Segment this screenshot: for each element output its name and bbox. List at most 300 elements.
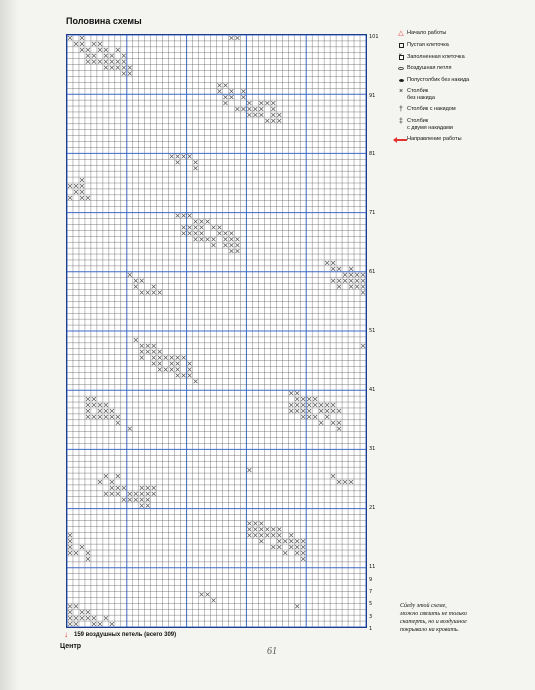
row-number: 81 — [369, 151, 376, 157]
filled-cell-mark — [343, 480, 347, 484]
filled-cell-mark — [223, 95, 227, 99]
filled-cell-mark — [146, 492, 150, 496]
start-triangle-icon: △ — [398, 30, 404, 37]
filled-cell-mark — [176, 373, 180, 377]
filled-cell-mark — [331, 279, 335, 283]
filled-cell-mark — [104, 403, 108, 407]
legend-label: Столбик с двумя накидами — [407, 118, 453, 131]
filled-cell-mark — [140, 291, 144, 295]
filled-cell-mark — [98, 42, 102, 46]
filled-cell-mark — [247, 101, 251, 105]
filled-cell-mark — [92, 415, 96, 419]
filled-cell-mark — [194, 160, 198, 164]
filled-cell-mark — [265, 119, 269, 123]
filled-cell-mark — [176, 214, 180, 218]
filled-cell-mark — [247, 533, 251, 537]
filled-cell-mark — [80, 545, 84, 549]
filled-cell-mark — [182, 214, 186, 218]
filled-cell-mark — [134, 498, 138, 502]
filled-cell-mark — [218, 225, 222, 229]
filled-cell-mark — [86, 616, 90, 620]
legend-item — [395, 42, 525, 49]
filled-cell-mark — [140, 492, 144, 496]
filled-cell-mark — [241, 89, 245, 93]
legend — [395, 30, 525, 148]
page-title: Половина схемы — [66, 16, 142, 26]
filled-cell-mark — [349, 480, 353, 484]
filled-cell-mark — [271, 119, 275, 123]
filled-cell-mark — [80, 196, 84, 200]
filled-cell-mark — [331, 421, 335, 425]
filled-cell-mark — [271, 533, 275, 537]
filled-cell-mark — [295, 604, 299, 608]
filled-cell-mark — [86, 409, 90, 413]
filled-cell-mark — [271, 101, 275, 105]
filled-cell-mark — [152, 285, 156, 289]
filled-cell-mark — [116, 474, 120, 478]
filled-cell-mark — [104, 474, 108, 478]
filled-cell-mark — [212, 598, 216, 602]
filled-cell-mark — [265, 533, 269, 537]
filled-cell-mark — [212, 225, 216, 229]
filled-cell-mark — [307, 397, 311, 401]
filled-cell-mark — [86, 60, 90, 64]
filled-cell-mark — [301, 551, 305, 555]
filled-cell-mark — [247, 113, 251, 117]
filled-cell-mark — [223, 243, 227, 247]
filled-cell-mark — [86, 196, 90, 200]
filled-cell-mark — [74, 190, 78, 194]
filled-cell-mark — [247, 521, 251, 525]
legend-label: Заполненная клеточка — [407, 53, 465, 60]
filled-cell-mark — [74, 551, 78, 555]
filled-cell-mark — [80, 610, 84, 614]
filled-cell-mark — [68, 616, 72, 620]
filled-cell-mark — [289, 545, 293, 549]
filled-cell-mark — [223, 237, 227, 241]
filled-cell-mark — [277, 119, 281, 123]
filled-cell-mark — [116, 486, 120, 490]
filled-cell-mark — [253, 107, 257, 111]
filled-cell-mark — [194, 220, 198, 224]
legend-item — [395, 88, 525, 101]
filled-cell-mark — [241, 107, 245, 111]
filled-cell-mark — [355, 273, 359, 277]
filled-cell-mark — [92, 54, 96, 58]
filled-cell-mark — [182, 356, 186, 360]
filled-cell-mark — [313, 415, 317, 419]
filled-cell-mark — [110, 409, 114, 413]
filled-cell-mark — [295, 397, 299, 401]
filled-cell-mark — [86, 551, 90, 555]
filled-cell-mark — [206, 592, 210, 596]
filled-cell-mark — [152, 362, 156, 366]
filled-cell-mark — [176, 368, 180, 372]
double-crochet-icon: † — [399, 106, 403, 113]
crochet-chart — [66, 34, 367, 628]
filled-cell-mark — [188, 231, 192, 235]
filled-cell-mark — [128, 66, 132, 70]
filled-cell-mark — [307, 409, 311, 413]
filled-cell-mark — [128, 427, 132, 431]
filled-cell-mark — [140, 356, 144, 360]
legend-label: Столбик с накидом — [407, 106, 456, 112]
work-direction-icon — [395, 136, 407, 141]
filled-cell-mark — [188, 225, 192, 229]
filled-cell-mark — [188, 154, 192, 158]
filled-cell-mark — [331, 261, 335, 265]
filled-cell-mark — [295, 551, 299, 555]
filled-cell-mark — [128, 72, 132, 76]
filled-cell-mark — [158, 291, 162, 295]
filled-cell-mark — [337, 267, 341, 271]
filled-cell-mark — [80, 36, 84, 40]
filled-cell-mark — [68, 545, 72, 549]
filled-cell-mark — [337, 285, 341, 289]
filled-cell-mark — [110, 480, 114, 484]
filled-cell-mark — [170, 154, 174, 158]
slip-stitch-icon — [395, 77, 407, 82]
filled-cell-icon — [395, 54, 407, 60]
row-number: 41 — [369, 387, 376, 393]
filled-cell-mark — [104, 492, 108, 496]
filled-cell-mark — [80, 190, 84, 194]
filled-cell-mark — [349, 273, 353, 277]
legend-item — [395, 30, 525, 37]
filled-cell-mark — [128, 273, 132, 277]
filled-cell-mark — [158, 356, 162, 360]
legend-item — [395, 106, 525, 113]
filled-cell-mark — [337, 427, 341, 431]
chain-stitch-icon — [395, 65, 407, 70]
legend-item — [395, 77, 525, 84]
filled-cell-mark — [110, 492, 114, 496]
filled-cell-mark — [128, 492, 132, 496]
filled-cell-mark — [86, 54, 90, 58]
legend-label: Начало работы — [407, 30, 447, 36]
filled-cell-mark — [349, 285, 353, 289]
filled-cell-mark — [265, 527, 269, 531]
filled-cell-mark — [146, 498, 150, 502]
row-number: 9 — [369, 577, 373, 583]
filled-cell-mark — [319, 409, 323, 413]
filled-cell-mark — [361, 344, 365, 348]
filled-cell-mark — [122, 72, 126, 76]
filled-cell-mark — [86, 610, 90, 614]
filled-cell-mark — [307, 415, 311, 419]
page-number: 61 — [267, 646, 277, 657]
filled-cell-mark — [235, 249, 239, 253]
filled-cell-mark — [182, 231, 186, 235]
filled-cell-mark — [140, 498, 144, 502]
filled-cell-mark — [194, 225, 198, 229]
filled-cell-mark — [337, 480, 341, 484]
filled-cell-mark — [116, 421, 120, 425]
filled-cell-mark — [92, 403, 96, 407]
filled-cell-mark — [206, 237, 210, 241]
page-binding-edge — [0, 0, 18, 690]
filled-cell-mark — [206, 220, 210, 224]
filled-cell-mark — [128, 498, 132, 502]
filled-cell-mark — [265, 101, 269, 105]
filled-cell-mark — [271, 107, 275, 111]
filled-cell-mark — [343, 279, 347, 283]
filled-cell-mark — [74, 42, 78, 46]
filled-cell-mark — [152, 344, 156, 348]
filled-cell-mark — [116, 60, 120, 64]
filled-cell-mark — [337, 409, 341, 413]
filled-cell-mark — [170, 368, 174, 372]
filled-cell-mark — [218, 83, 222, 87]
filled-cell-mark — [80, 48, 84, 52]
filled-cell-mark — [289, 391, 293, 395]
row-number: 101 — [369, 34, 379, 40]
filled-cell-mark — [116, 415, 120, 419]
row-number: 3 — [369, 614, 373, 620]
filled-cell-mark — [331, 474, 335, 478]
filled-cell-mark — [98, 48, 102, 52]
filled-cell-mark — [110, 66, 114, 70]
filled-cell-mark — [146, 344, 150, 348]
filled-cell-mark — [122, 66, 126, 70]
filled-cell-mark — [295, 539, 299, 543]
filled-cell-mark — [331, 403, 335, 407]
filled-cell-mark — [134, 285, 138, 289]
filled-cell-mark — [229, 89, 233, 93]
filled-cell-mark — [271, 527, 275, 531]
filled-cell-mark — [92, 42, 96, 46]
filled-cell-mark — [104, 48, 108, 52]
filled-cell-mark — [92, 60, 96, 64]
filled-cell-mark — [122, 60, 126, 64]
filled-cell-mark — [158, 350, 162, 354]
filled-cell-mark — [146, 504, 150, 508]
row-number: 61 — [369, 269, 376, 275]
filled-cell-mark — [74, 604, 78, 608]
filled-cell-mark — [110, 54, 114, 58]
filled-cell-mark — [152, 486, 156, 490]
filled-cell-mark — [152, 356, 156, 360]
filled-cell-mark — [158, 368, 162, 372]
filled-cell-mark — [247, 107, 251, 111]
filled-cell-mark — [80, 42, 84, 46]
filled-cell-mark — [200, 592, 204, 596]
filled-cell-mark — [68, 622, 72, 626]
filled-cell-mark — [289, 539, 293, 543]
filled-cell-mark — [259, 521, 263, 525]
filled-cell-mark — [235, 107, 239, 111]
filled-cell-mark — [277, 113, 281, 117]
filled-cell-mark — [235, 243, 239, 247]
filled-cell-mark — [277, 533, 281, 537]
row-number: 21 — [369, 505, 376, 511]
start-arrow-icon: ↓ — [64, 630, 68, 639]
filled-cell-mark — [182, 373, 186, 377]
filled-cell-mark — [134, 492, 138, 496]
filled-cell-mark — [122, 486, 126, 490]
filled-cell-mark — [229, 95, 233, 99]
filled-cell-mark — [301, 557, 305, 561]
filled-cell-mark — [140, 486, 144, 490]
filled-cell-mark — [182, 154, 186, 158]
filled-cell-mark — [68, 533, 72, 537]
row-number: 51 — [369, 328, 376, 334]
filled-cell-mark — [289, 403, 293, 407]
filled-cell-mark — [259, 527, 263, 531]
empty-cell-icon — [395, 42, 407, 48]
filled-cell-mark — [110, 486, 114, 490]
filled-cell-mark — [176, 160, 180, 164]
filled-cell-mark — [218, 231, 222, 235]
filled-cell-mark — [253, 527, 257, 531]
legend-label: Воздушная петля — [407, 65, 452, 71]
filled-cell-mark — [200, 237, 204, 241]
filled-cell-mark — [355, 279, 359, 283]
filled-cell-mark — [194, 231, 198, 235]
filled-cell-mark — [122, 54, 126, 58]
single-crochet-icon: × — [398, 88, 404, 95]
side-note: Сйеду этой схеме, можно связать не только скатерть, но и воздушное покрывало на кровать. — [400, 603, 467, 633]
filled-cell-mark — [229, 36, 233, 40]
filled-cell-mark — [92, 622, 96, 626]
filled-cell-mark — [331, 267, 335, 271]
filled-cell-mark — [68, 196, 72, 200]
filled-cell-mark — [116, 66, 120, 70]
legend-label: Столбик без накида — [407, 88, 435, 101]
filled-cell-mark — [277, 539, 281, 543]
filled-cell-mark — [188, 368, 192, 372]
filled-cell-mark — [343, 273, 347, 277]
filled-cell-mark — [110, 60, 114, 64]
filled-cell-mark — [110, 415, 114, 419]
filled-cell-mark — [301, 545, 305, 549]
filled-cell-mark — [325, 409, 329, 413]
filled-cell-mark — [68, 610, 72, 614]
filled-cell-mark — [110, 622, 114, 626]
row-number: 71 — [369, 210, 376, 216]
filled-cell-mark — [68, 604, 72, 608]
legend-item — [395, 136, 525, 143]
filled-cell-mark — [68, 36, 72, 40]
legend-item — [395, 54, 525, 61]
filled-cell-mark — [301, 539, 305, 543]
filled-cell-mark — [68, 539, 72, 543]
filled-cell-mark — [229, 231, 233, 235]
filled-cell-mark — [140, 344, 144, 348]
filled-cell-mark — [98, 403, 102, 407]
filled-cell-mark — [349, 279, 353, 283]
filled-cell-mark — [98, 60, 102, 64]
legend-item — [395, 65, 525, 72]
filled-cell-mark — [218, 89, 222, 93]
filled-cell-mark — [140, 279, 144, 283]
filled-cell-mark — [200, 225, 204, 229]
filled-cell-mark — [259, 539, 263, 543]
filled-cell-mark — [319, 421, 323, 425]
filled-cell-mark — [200, 220, 204, 224]
chart-grid — [67, 35, 366, 627]
filled-cell-mark — [235, 237, 239, 241]
filled-cell-mark — [188, 373, 192, 377]
filled-cell-mark — [301, 397, 305, 401]
filled-cell-mark — [164, 356, 168, 360]
filled-cell-mark — [86, 403, 90, 407]
filled-cell-mark — [289, 409, 293, 413]
filled-cell-mark — [68, 551, 72, 555]
filled-cell-mark — [194, 379, 198, 383]
filled-cell-mark — [319, 403, 323, 407]
row-number: 31 — [369, 446, 376, 452]
filled-cell-mark — [104, 409, 108, 413]
row-number: 1 — [369, 626, 373, 632]
filled-cell-mark — [325, 261, 329, 265]
filled-cell-mark — [313, 403, 317, 407]
filled-cell-mark — [104, 415, 108, 419]
filled-cell-mark — [337, 279, 341, 283]
row-number: 7 — [369, 589, 373, 595]
filled-cell-mark — [349, 267, 353, 271]
filled-cell-mark — [247, 527, 251, 531]
legend-label: Пустая клеточка — [407, 42, 449, 48]
filled-cell-mark — [223, 101, 227, 105]
filled-cell-mark — [283, 539, 287, 543]
filled-cell-mark — [253, 521, 257, 525]
filled-cell-mark — [361, 273, 365, 277]
filled-cell-mark — [86, 48, 90, 52]
filled-cell-mark — [301, 415, 305, 419]
filled-cell-mark — [331, 409, 335, 413]
filled-cell-mark — [146, 486, 150, 490]
center-label: Центр — [60, 643, 82, 650]
filled-cell-mark — [122, 498, 126, 502]
filled-cell-mark — [188, 362, 192, 366]
filled-cell-mark — [74, 622, 78, 626]
treble-crochet-icon: ‡ — [399, 118, 403, 125]
filled-cell-mark — [259, 113, 263, 117]
filled-cell-mark — [80, 616, 84, 620]
filled-cell-mark — [259, 101, 263, 105]
filled-cell-mark — [301, 403, 305, 407]
filled-cell-mark — [176, 362, 180, 366]
filled-cell-mark — [223, 231, 227, 235]
row-number: 91 — [369, 93, 376, 99]
filled-cell-mark — [74, 184, 78, 188]
filled-cell-mark — [92, 616, 96, 620]
chain-count-note: 159 воздушных петель (всего 309) — [74, 632, 177, 638]
filled-cell-mark — [229, 243, 233, 247]
filled-cell-mark — [259, 533, 263, 537]
filled-cell-mark — [170, 356, 174, 360]
filled-cell-mark — [289, 533, 293, 537]
filled-cell-mark — [74, 616, 78, 620]
filled-cell-mark — [295, 409, 299, 413]
filled-cell-mark — [223, 83, 227, 87]
filled-cell-mark — [247, 468, 251, 472]
filled-cell-mark — [134, 279, 138, 283]
filled-cell-mark — [98, 409, 102, 413]
filled-cell-mark — [98, 480, 102, 484]
filled-cell-mark — [301, 409, 305, 413]
legend-item — [395, 118, 525, 131]
filled-cell-mark — [86, 415, 90, 419]
filled-cell-mark — [277, 527, 281, 531]
row-number: 11 — [369, 564, 376, 570]
filled-cell-mark — [152, 291, 156, 295]
filled-cell-mark — [146, 350, 150, 354]
filled-cell-mark — [104, 66, 108, 70]
filled-cell-mark — [271, 113, 275, 117]
filled-cell-mark — [259, 107, 263, 111]
